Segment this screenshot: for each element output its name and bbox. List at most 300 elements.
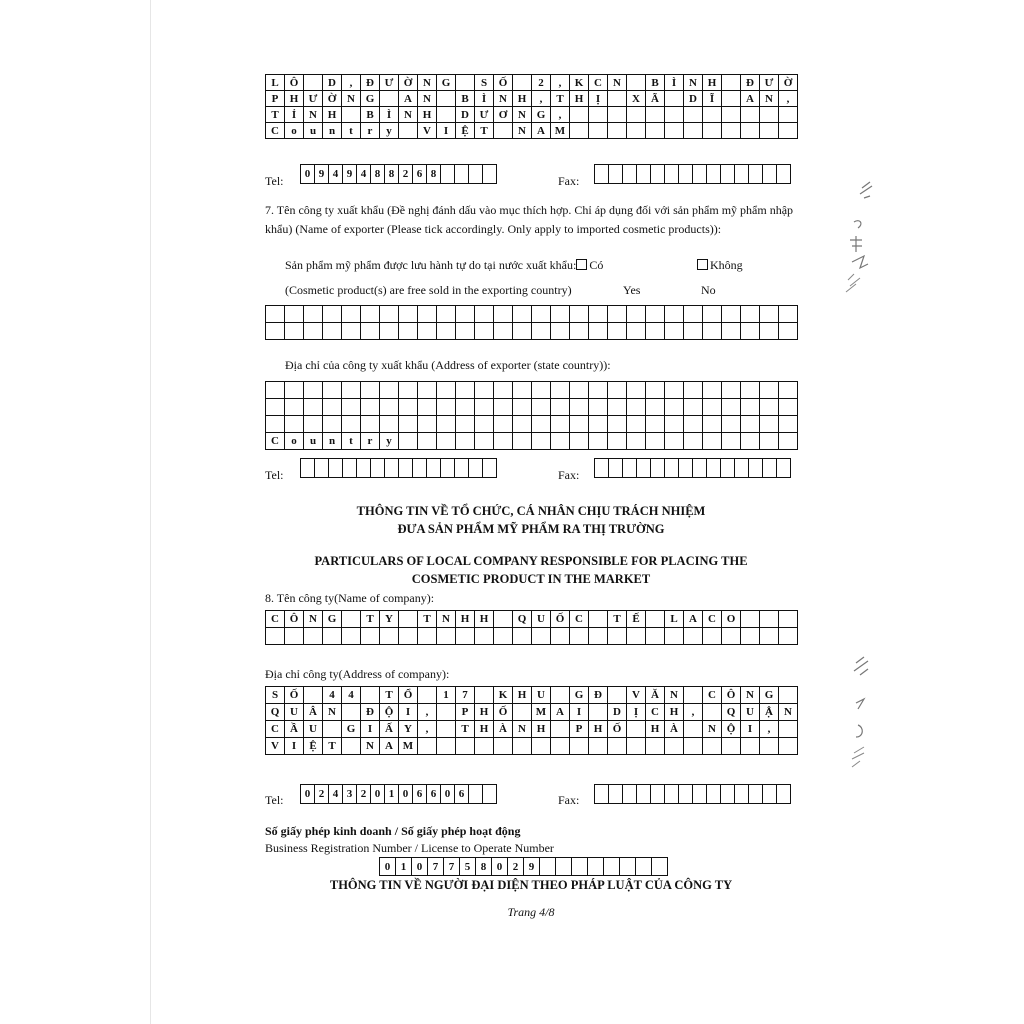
grid-cell: G <box>532 107 551 123</box>
grid-cell <box>646 738 665 755</box>
grid-cell: D <box>684 91 703 107</box>
grid-cell <box>779 628 798 645</box>
grid-cell <box>665 382 684 399</box>
grid-cell <box>532 382 551 399</box>
grid-cell <box>304 75 323 91</box>
grid-cell <box>608 107 627 123</box>
company-tel-label: Tel: <box>265 793 284 807</box>
grid-cell <box>570 107 589 123</box>
grid-cell: Ư <box>760 75 779 91</box>
grid-cell <box>646 123 665 139</box>
exporter-address-grid[interactable] <box>265 381 798 450</box>
grid-cell <box>779 611 798 628</box>
digit-box <box>441 164 455 184</box>
grid-cell: K <box>494 687 513 704</box>
grid-cell <box>741 306 760 323</box>
digit-box <box>693 458 707 478</box>
grid-cell <box>589 433 608 450</box>
grid-cell <box>589 123 608 139</box>
grid-cell <box>456 323 475 340</box>
grid-cell: Ầ <box>285 721 304 738</box>
grid-cell <box>627 721 646 738</box>
digit-box <box>604 857 620 876</box>
grid-cell <box>665 433 684 450</box>
grid-cell <box>779 721 798 738</box>
digit-box: 6 <box>427 784 441 804</box>
grid-cell <box>760 738 779 755</box>
grid-cell <box>551 738 570 755</box>
digit-box: 0 <box>371 784 385 804</box>
digit-box <box>651 458 665 478</box>
digit-box <box>469 164 483 184</box>
grid-cell: Ậ <box>760 704 779 721</box>
grid-cell: 2 <box>532 75 551 91</box>
digit-box <box>721 164 735 184</box>
grid-cell <box>494 433 513 450</box>
grid-cell <box>380 416 399 433</box>
grid-cell: Ư <box>304 91 323 107</box>
grid-cell <box>665 323 684 340</box>
digit-box: 4 <box>329 784 343 804</box>
grid-cell <box>722 382 741 399</box>
grid-cell <box>608 738 627 755</box>
grid-cell <box>361 628 380 645</box>
grid-cell <box>779 323 798 340</box>
grid-cell <box>304 628 323 645</box>
margin-stamp-top <box>840 180 880 310</box>
section7-heading: 7. Tên công ty xuất khẩu (Đề nghị đánh dấu vào mục thích hợp. Chỉ áp dụng đối với sản phẩm mỹ phẩm nhập khẩu) (Name of exporter (Please tick accordingly. Only apply to imported cosmetic products)): <box>265 203 794 236</box>
grid-cell <box>361 306 380 323</box>
grid-cell <box>361 399 380 416</box>
grid-cell <box>608 399 627 416</box>
grid-cell <box>722 628 741 645</box>
grid-cell: Ộ <box>380 704 399 721</box>
grid-cell <box>608 628 627 645</box>
grid-cell <box>589 306 608 323</box>
grid-cell <box>475 306 494 323</box>
grid-cell: Â <box>304 704 323 721</box>
grid-cell <box>608 416 627 433</box>
grid-cell: V <box>627 687 646 704</box>
grid-cell: Q <box>722 704 741 721</box>
digit-box <box>609 784 623 804</box>
grid-cell <box>760 123 779 139</box>
grid-cell <box>475 433 494 450</box>
grid-cell <box>760 107 779 123</box>
grid-cell <box>741 399 760 416</box>
grid-cell: T <box>323 738 342 755</box>
grid-cell: N <box>703 721 722 738</box>
grid-cell: Ấ <box>380 721 399 738</box>
grid-cell: , <box>418 721 437 738</box>
grid-cell <box>627 382 646 399</box>
grid-cell <box>646 433 665 450</box>
company-fax-label: Fax: <box>558 793 580 807</box>
grid-cell <box>589 399 608 416</box>
grid-cell: À <box>494 721 513 738</box>
grid-cell <box>513 382 532 399</box>
grid-cell <box>494 306 513 323</box>
grid-cell <box>665 107 684 123</box>
grid-cell <box>722 433 741 450</box>
grid-cell <box>760 382 779 399</box>
grid-cell <box>342 306 361 323</box>
exporter-tel-label: Tel: <box>265 468 284 482</box>
grid-cell <box>532 433 551 450</box>
grid-cell <box>627 399 646 416</box>
grid-cell: C <box>266 433 285 450</box>
grid-cell <box>722 738 741 755</box>
digit-box <box>455 164 469 184</box>
digit-box <box>301 458 315 478</box>
grid-cell: G <box>437 75 456 91</box>
digit-box <box>315 458 329 478</box>
grid-cell: H <box>646 721 665 738</box>
grid-cell <box>285 628 304 645</box>
grid-cell <box>342 107 361 123</box>
grid-cell: Ư <box>380 75 399 91</box>
grid-cell <box>589 382 608 399</box>
grid-cell: Ờ <box>323 91 342 107</box>
grid-cell: N <box>418 91 437 107</box>
grid-cell: M <box>399 738 418 755</box>
grid-cell: D <box>323 75 342 91</box>
grid-cell <box>475 382 494 399</box>
grid-cell <box>779 107 798 123</box>
digit-box <box>721 458 735 478</box>
grid-cell <box>608 91 627 107</box>
margin-stamp-bottom <box>842 655 882 785</box>
grid-cell <box>437 382 456 399</box>
grid-cell: , <box>684 704 703 721</box>
grid-cell: Đ <box>361 75 380 91</box>
grid-cell <box>703 738 722 755</box>
digit-box: 8 <box>427 164 441 184</box>
grid-cell <box>513 416 532 433</box>
grid-cell <box>456 416 475 433</box>
legal-rep-heading: THÔNG TIN VỀ NGƯỜI ĐẠI DIỆN THEO PHÁP LUẬT CỦA CÔNG TY <box>329 878 733 892</box>
digit-box: 2 <box>508 857 524 876</box>
yes-checkbox[interactable] <box>576 259 587 270</box>
grid-cell <box>589 107 608 123</box>
grid-cell: N <box>437 611 456 628</box>
grid-cell <box>399 433 418 450</box>
page-edge-line <box>150 0 151 1024</box>
local-company-title-en-2: COSMETIC PRODUCT IN THE MARKET <box>411 572 651 586</box>
grid-cell <box>456 433 475 450</box>
grid-cell <box>684 416 703 433</box>
grid-cell <box>589 323 608 340</box>
grid-cell <box>722 306 741 323</box>
grid-cell <box>418 306 437 323</box>
grid-cell <box>760 306 779 323</box>
grid-cell <box>532 399 551 416</box>
grid-cell: Ố <box>551 611 570 628</box>
no-vi-label: Không <box>710 258 743 272</box>
grid-cell: 7 <box>456 687 475 704</box>
grid-cell <box>266 416 285 433</box>
grid-cell <box>551 721 570 738</box>
grid-cell <box>437 399 456 416</box>
exporter-name-grid[interactable] <box>265 305 798 340</box>
grid-cell <box>741 738 760 755</box>
grid-cell: Ệ <box>456 123 475 139</box>
grid-cell: y <box>380 433 399 450</box>
grid-cell: Ã <box>646 91 665 107</box>
grid-cell <box>703 704 722 721</box>
digit-box <box>763 784 777 804</box>
grid-cell <box>399 382 418 399</box>
digit-box <box>609 458 623 478</box>
grid-cell <box>513 306 532 323</box>
grid-cell: T <box>456 721 475 738</box>
grid-cell: Ỉ <box>285 107 304 123</box>
grid-cell: Ờ <box>399 75 418 91</box>
grid-cell: G <box>323 611 342 628</box>
digit-box <box>427 458 441 478</box>
grid-cell <box>551 687 570 704</box>
grid-cell: N <box>323 704 342 721</box>
grid-cell <box>627 628 646 645</box>
grid-cell <box>684 323 703 340</box>
digit-box: 0 <box>301 164 315 184</box>
digit-box <box>623 458 637 478</box>
digit-box: 4 <box>357 164 371 184</box>
grid-cell <box>437 306 456 323</box>
digit-box <box>707 458 721 478</box>
grid-cell <box>627 107 646 123</box>
grid-cell: o <box>285 123 304 139</box>
grid-cell <box>323 323 342 340</box>
grid-cell: H <box>570 91 589 107</box>
grid-cell <box>380 323 399 340</box>
grid-cell <box>608 382 627 399</box>
grid-cell: Ế <box>627 611 646 628</box>
grid-cell: T <box>418 611 437 628</box>
grid-cell: H <box>589 721 608 738</box>
no-checkbox[interactable] <box>697 259 708 270</box>
digit-box: 8 <box>371 164 385 184</box>
grid-cell: Ì <box>665 75 684 91</box>
grid-cell <box>494 382 513 399</box>
grid-cell <box>399 416 418 433</box>
grid-cell: C <box>266 721 285 738</box>
grid-cell: H <box>703 75 722 91</box>
grid-cell: H <box>665 704 684 721</box>
grid-cell <box>380 91 399 107</box>
grid-cell <box>266 306 285 323</box>
digit-box <box>777 458 791 478</box>
page-number: Trang 4/8 <box>507 905 555 919</box>
grid-cell <box>437 107 456 123</box>
grid-cell <box>418 416 437 433</box>
grid-cell: , <box>532 91 551 107</box>
grid-cell <box>722 107 741 123</box>
grid-cell: G <box>570 687 589 704</box>
grid-cell: S <box>266 687 285 704</box>
grid-cell <box>608 306 627 323</box>
grid-cell: N <box>741 687 760 704</box>
grid-cell <box>570 628 589 645</box>
digit-box: 8 <box>476 857 492 876</box>
grid-cell <box>722 323 741 340</box>
grid-cell <box>532 738 551 755</box>
grid-cell <box>760 399 779 416</box>
digit-box: 9 <box>524 857 540 876</box>
yes-vi-label: Có <box>589 258 604 272</box>
grid-cell: A <box>551 704 570 721</box>
grid-cell <box>285 323 304 340</box>
grid-cell <box>722 416 741 433</box>
grid-cell: n <box>323 433 342 450</box>
grid-cell: Q <box>266 704 285 721</box>
grid-cell <box>513 399 532 416</box>
digit-box: 2 <box>399 164 413 184</box>
grid-cell: C <box>266 123 285 139</box>
grid-cell: r <box>361 433 380 450</box>
digit-box <box>620 857 636 876</box>
digit-box <box>749 784 763 804</box>
grid-cell <box>684 628 703 645</box>
grid-cell <box>703 416 722 433</box>
grid-cell: N <box>399 107 418 123</box>
grid-cell <box>418 382 437 399</box>
grid-cell <box>304 323 323 340</box>
exporter-fax-boxes[interactable] <box>594 458 791 478</box>
grid-cell: N <box>304 611 323 628</box>
digit-box <box>735 164 749 184</box>
grid-cell: D <box>608 704 627 721</box>
grid-cell: I <box>285 738 304 755</box>
digit-box <box>595 784 609 804</box>
digit-box <box>749 458 763 478</box>
grid-cell <box>513 628 532 645</box>
grid-cell <box>285 382 304 399</box>
yes-en-label: Yes <box>623 283 641 297</box>
grid-cell <box>494 323 513 340</box>
grid-cell: U <box>285 704 304 721</box>
grid-cell <box>684 433 703 450</box>
grid-cell: Ố <box>494 704 513 721</box>
free-sold-en-text: (Cosmetic product(s) are free sold in the exporting country) <box>285 283 572 297</box>
grid-cell: Ô <box>285 75 304 91</box>
grid-cell <box>475 687 494 704</box>
grid-cell <box>703 399 722 416</box>
grid-cell: Ì <box>380 107 399 123</box>
grid-cell <box>703 628 722 645</box>
grid-cell: Q <box>513 611 532 628</box>
grid-cell <box>779 306 798 323</box>
digit-box: 1 <box>396 857 412 876</box>
grid-cell <box>646 323 665 340</box>
digit-box <box>371 458 385 478</box>
grid-cell <box>342 323 361 340</box>
grid-cell: Ư <box>475 107 494 123</box>
grid-cell <box>342 738 361 755</box>
grid-cell <box>741 611 760 628</box>
free-sold-vi-text: Sản phẩm mỹ phẩm được lưu hành tự do tại nước xuất khẩu: <box>285 258 577 272</box>
grid-cell <box>456 382 475 399</box>
grid-cell <box>380 382 399 399</box>
exporter-fax-label: Fax: <box>558 468 580 482</box>
grid-cell: N <box>665 687 684 704</box>
grid-cell: Ệ <box>304 738 323 755</box>
grid-cell <box>323 306 342 323</box>
digit-box: 6 <box>455 784 469 804</box>
grid-cell: I <box>361 721 380 738</box>
grid-cell <box>627 738 646 755</box>
digit-box <box>637 784 651 804</box>
digit-box: 6 <box>413 784 427 804</box>
digit-box <box>763 164 777 184</box>
grid-cell: n <box>323 123 342 139</box>
grid-cell <box>741 123 760 139</box>
exporter-tel-boxes[interactable] <box>300 458 497 478</box>
digit-box <box>735 458 749 478</box>
grid-cell <box>589 611 608 628</box>
grid-cell <box>646 628 665 645</box>
grid-cell <box>475 323 494 340</box>
grid-cell <box>570 433 589 450</box>
grid-cell: N <box>304 107 323 123</box>
grid-cell <box>418 433 437 450</box>
grid-cell <box>551 416 570 433</box>
digit-box <box>441 458 455 478</box>
grid-cell <box>570 416 589 433</box>
grid-cell: , <box>551 75 570 91</box>
digit-box <box>609 164 623 184</box>
grid-cell <box>323 628 342 645</box>
grid-cell <box>684 738 703 755</box>
grid-cell <box>684 382 703 399</box>
grid-cell <box>646 416 665 433</box>
grid-cell <box>684 306 703 323</box>
grid-cell <box>741 628 760 645</box>
digit-box <box>556 857 572 876</box>
digit-box <box>707 164 721 184</box>
digit-box <box>777 784 791 804</box>
grid-cell: Ố <box>608 721 627 738</box>
grid-cell <box>304 416 323 433</box>
grid-cell <box>494 123 513 139</box>
grid-cell: N <box>513 107 532 123</box>
grid-cell <box>551 433 570 450</box>
grid-cell <box>513 738 532 755</box>
grid-cell: M <box>532 704 551 721</box>
digit-box: 0 <box>441 784 455 804</box>
grid-cell <box>760 416 779 433</box>
grid-cell <box>380 628 399 645</box>
grid-cell <box>589 704 608 721</box>
grid-cell: T <box>608 611 627 628</box>
grid-cell <box>456 306 475 323</box>
grid-cell: A <box>532 123 551 139</box>
grid-cell <box>608 433 627 450</box>
grid-cell: N <box>342 91 361 107</box>
grid-cell <box>665 123 684 139</box>
grid-cell: I <box>437 123 456 139</box>
grid-cell <box>323 382 342 399</box>
grid-cell <box>475 738 494 755</box>
grid-cell: V <box>418 123 437 139</box>
grid-cell <box>399 611 418 628</box>
digit-box <box>637 164 651 184</box>
grid-cell: H <box>532 721 551 738</box>
manufacturer-fax-label: Fax: <box>558 174 580 188</box>
grid-cell: C <box>703 611 722 628</box>
grid-cell: K <box>570 75 589 91</box>
grid-cell <box>342 399 361 416</box>
